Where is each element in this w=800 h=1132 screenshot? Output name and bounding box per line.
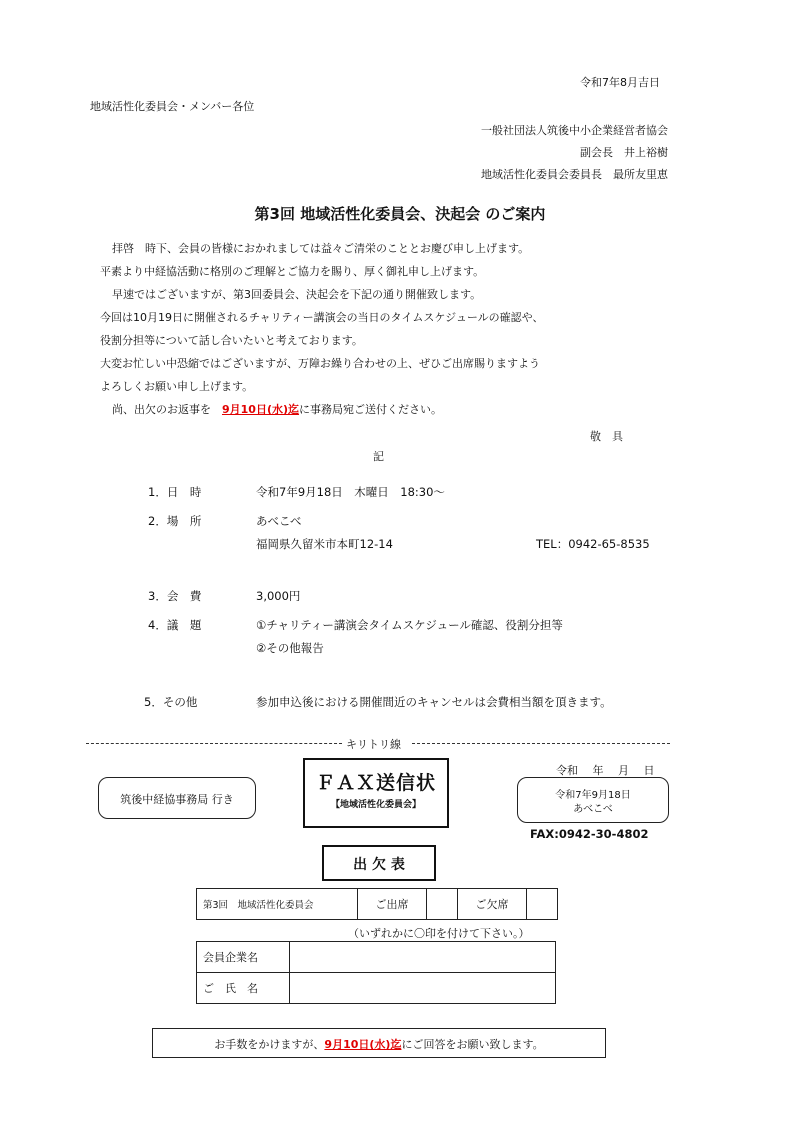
absent-checkbox[interactable] xyxy=(527,889,558,920)
detail-label-place: 2．場 所 xyxy=(148,514,202,528)
letter-date: 令和7年8月吉日 xyxy=(580,76,660,89)
detail-agenda-2: ②その他報告 xyxy=(256,641,324,655)
body-line: 大変お忙しい中恐縮ではございますが、万障お繰り合わせの上、ぜひご出席賜りますよう xyxy=(100,357,540,370)
detail-agenda-1: ①チャリティー講演会タイムスケジュール確認、役割分担等 xyxy=(256,618,563,632)
cut-line-label: キリトリ線 xyxy=(346,738,401,751)
reply-date-line: 令和 年 月 日 xyxy=(556,764,655,777)
fax-title-box xyxy=(303,758,449,828)
attendance-heading-box xyxy=(322,845,436,881)
sender-org: 一般社団法人筑後中小企業経営者協会 xyxy=(481,124,668,137)
attend-label: ご出席 xyxy=(358,889,427,920)
deadline-post: に事務局宛ご送付ください。 xyxy=(299,403,443,416)
body-line: 早速ではございますが、第3回委員会、決起会を下記の通り開催致します。 xyxy=(112,288,482,301)
detail-value-fee: 3,000円 xyxy=(256,589,301,603)
detail-label-agenda: 4．議 題 xyxy=(148,618,202,632)
detail-label-fee: 3．会 費 xyxy=(148,589,202,603)
detail-label-datetime: 1．日 時 xyxy=(148,485,202,499)
absent-label: ご欠席 xyxy=(458,889,527,920)
attend-checkbox[interactable] xyxy=(427,889,458,920)
member-info-table xyxy=(196,941,556,1004)
attendance-note: （いずれかに〇印を付けて下さい。） xyxy=(348,927,530,940)
detail-value-datetime: 令和7年9月18日 木曜日 18:30～ xyxy=(256,485,445,499)
name-label: ご 氏 名 xyxy=(197,973,290,1004)
closing: 敬 具 xyxy=(590,430,623,443)
deadline-date: 9月10日(水)迄 xyxy=(222,403,300,416)
footer-text xyxy=(153,1036,605,1052)
event-date: 令和7年9月18日 xyxy=(555,790,631,801)
event-place: あべこべ xyxy=(573,804,613,815)
recipient: 地域活性化委員会・メンバー各位 xyxy=(90,100,255,113)
detail-tel: TEL：0942-65-8535 xyxy=(536,537,650,551)
footer-deadline: 9月10日(水)迄 xyxy=(324,1038,402,1051)
attendance-heading: 出 欠 表 xyxy=(353,857,405,873)
sender-vp: 副会長 井上裕樹 xyxy=(580,146,668,159)
detail-label-other: 5．その他 xyxy=(144,695,198,709)
ki-mark: 記 xyxy=(373,450,384,463)
sender-chair: 地域活性化委員会委員長 最所友里恵 xyxy=(481,168,668,181)
company-field[interactable] xyxy=(290,942,556,973)
body-line: 役割分担等について話し合いたいと考えております。 xyxy=(100,334,363,347)
body-line: 拝啓 時下、会員の皆様におかれましては益々ご清栄のこととお慶び申し上げます。 xyxy=(112,242,530,255)
footer-box xyxy=(152,1028,606,1058)
footer-pre: お手数をかけますが、 xyxy=(214,1038,325,1051)
footer-post: にご回答をお願い致します。 xyxy=(401,1038,544,1051)
detail-value-place: あべこべ xyxy=(256,514,302,528)
fax-title: ＦＡＸ送信状 xyxy=(315,772,436,794)
body-line: 平素より中経協活動に格別のご理解とご協力を賜り、厚く御礼申し上げます。 xyxy=(100,265,485,278)
detail-value-other: 参加申込後における開催間近のキャンセルは会費相当額を頂きます。 xyxy=(256,695,612,709)
cut-line-right xyxy=(412,743,670,744)
fax-number: FAX:0942-30-4802 xyxy=(530,827,649,841)
detail-address: 福岡県久留米市本町12-14 xyxy=(256,537,393,551)
fax-destination: 筑後中経協事務局 行き xyxy=(120,793,234,806)
body-line: よろしくお願い申し上げます。 xyxy=(100,380,254,393)
body-line-deadline xyxy=(112,401,442,417)
company-label: 会員企業名 xyxy=(197,942,290,973)
event-info-box xyxy=(517,777,669,823)
body-line: 今回は10月19日に開催されるチャリティー講演会の当日のタイムスケジュールの確認や、 xyxy=(100,311,544,324)
fax-subtitle: 【地域活性化委員会】 xyxy=(330,800,421,810)
name-field[interactable] xyxy=(290,973,556,1004)
cut-line-left xyxy=(86,743,342,744)
deadline-pre: 尚、出欠のお返事を xyxy=(112,403,222,416)
fax-destination-box xyxy=(98,777,256,819)
attendance-table xyxy=(196,888,558,920)
page-title: 第3回 地域活性化委員会、決起会 のご案内 xyxy=(254,205,546,223)
meeting-name: 第3回 地域活性化委員会 xyxy=(197,889,358,920)
